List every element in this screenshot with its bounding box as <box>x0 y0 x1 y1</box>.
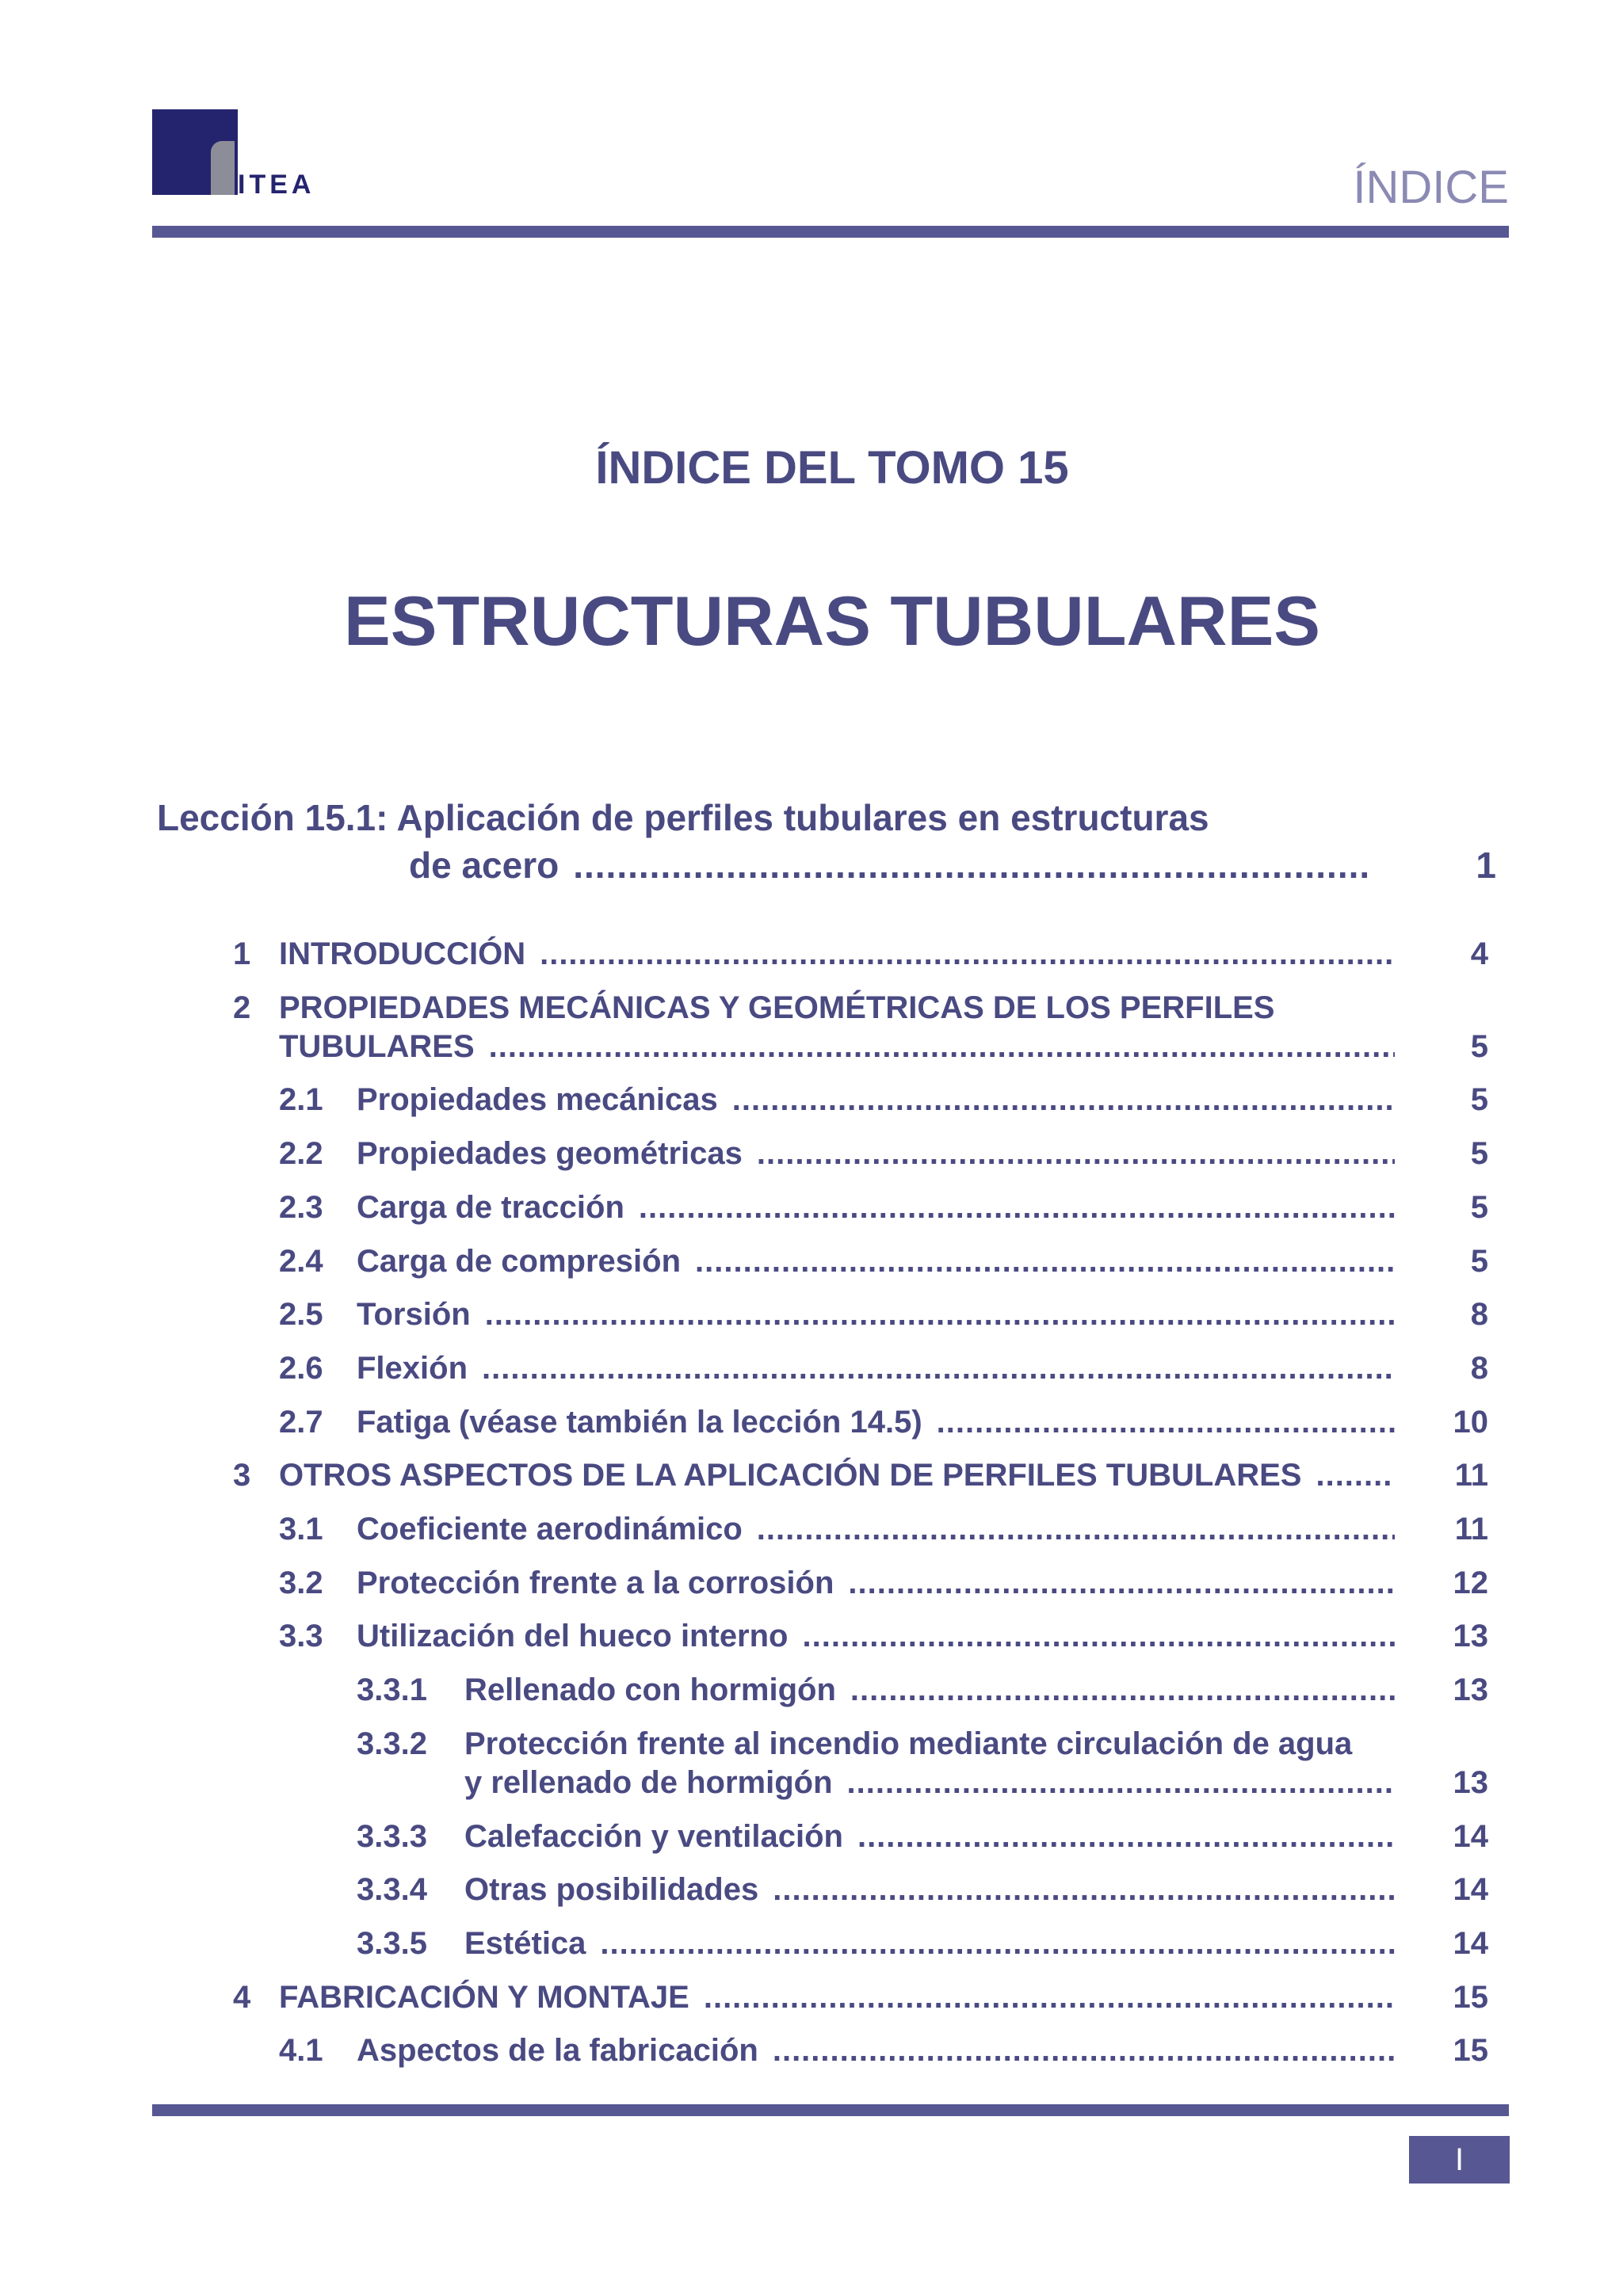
toc-entry <box>0 1188 1623 1227</box>
section-title: ÍNDICE <box>1353 162 1509 213</box>
page-number-box: I <box>1409 2136 1510 2183</box>
dot-leader <box>695 1242 1395 1281</box>
toc-entry <box>0 1617 1623 1656</box>
dot-leader <box>482 1349 1395 1388</box>
toc-entry <box>0 1871 1623 1909</box>
toc-entry-page: 5 <box>1470 1028 1488 1064</box>
toc-entry-title: Rellenado con hormigón <box>464 1672 836 1708</box>
dot-leader <box>732 1081 1395 1119</box>
toc-entry <box>0 1671 1623 1710</box>
toc-entry-title: Utilización del hueco interno <box>357 1619 789 1654</box>
toc-entry-number: 2.3 <box>279 1189 323 1225</box>
dot-leader <box>803 1617 1396 1656</box>
toc-entry-page: 8 <box>1470 1297 1488 1333</box>
toc-entry-page: 5 <box>1470 1243 1488 1279</box>
toc-entry-title: Fatiga (véase también la lección 14.5) <box>357 1404 922 1440</box>
toc-entry-page: 11 <box>1454 1458 1488 1493</box>
dot-leader <box>704 1978 1395 2017</box>
toc-entry-page: 15 <box>1453 1979 1488 2015</box>
toc-entry <box>0 1242 1623 1281</box>
toc-entry-page: 4 <box>1470 936 1488 971</box>
toc-entry-title: FABRICACIÓN Y MONTAJE <box>279 1979 689 2015</box>
toc-entry-page: 14 <box>1453 1818 1488 1854</box>
toc-entry-page: 10 <box>1453 1404 1488 1440</box>
toc-entry-title: y rellenado de hormigón <box>464 1764 833 1800</box>
toc-entry-number: 3.3.2 <box>357 1726 427 1761</box>
toc-entry-page: 13 <box>1453 1764 1488 1800</box>
toc-entry-title: Torsión <box>357 1297 471 1333</box>
toc-entry <box>0 1081 1623 1119</box>
toc-entry-page: 11 <box>1454 1512 1488 1547</box>
dot-leader <box>600 1924 1395 1963</box>
page-header <box>152 109 1509 228</box>
volume-title: ÍNDICE DEL TOMO 15 <box>595 442 1069 494</box>
toc-entry <box>0 1924 1623 1963</box>
toc-entry-title: Calefacción y ventilación <box>464 1818 843 1854</box>
dot-leader <box>757 1135 1395 1173</box>
lesson-label: Lección 15.1: <box>157 797 388 838</box>
toc-entry-title: Flexión <box>357 1350 468 1386</box>
toc-entry-page: 13 <box>1453 1619 1488 1654</box>
dot-leader <box>485 1295 1395 1334</box>
toc-entry <box>0 1978 1623 2017</box>
toc-entry <box>0 989 1623 1081</box>
toc-entry-page: 15 <box>1453 2033 1488 2069</box>
toc-entry-page: 14 <box>1453 1872 1488 1908</box>
toc-entry <box>0 1349 1623 1388</box>
toc-entry-number: 3.3.4 <box>357 1872 427 1908</box>
toc-entry-title-line1: PROPIEDADES MECÁNICAS Y GEOMÉTRICAS DE LOS PERFILES <box>279 990 1275 1025</box>
toc-entry-page: 14 <box>1453 1925 1488 1961</box>
toc-entry-number: 2.7 <box>279 1404 323 1440</box>
toc-entry-title: Propiedades mecánicas <box>357 1082 718 1118</box>
toc-entry-number: 2.2 <box>279 1136 323 1172</box>
toc-entry-number: 3.3.1 <box>357 1672 427 1708</box>
dot-leader <box>573 841 1369 889</box>
toc-entry-number: 3.3.5 <box>357 1925 427 1961</box>
toc-entry-number: 3 <box>233 1458 251 1493</box>
dot-leader <box>773 2031 1395 2070</box>
toc-entry <box>0 935 1623 974</box>
toc-entry-number: 4 <box>233 1979 251 2015</box>
dot-leader <box>937 1403 1395 1442</box>
dot-leader <box>757 1510 1395 1549</box>
toc-entry <box>0 1510 1623 1549</box>
toc-entry-number: 2.5 <box>279 1297 323 1333</box>
toc-entry-title: Otras posibilidades <box>464 1872 759 1908</box>
itea-logo <box>152 109 342 201</box>
toc-entry-title-line1: Protección frente al incendio mediante circulación de agua <box>464 1726 1353 1761</box>
toc-entry-number: 1 <box>233 936 251 971</box>
toc-entry-page: 12 <box>1453 1565 1488 1600</box>
toc-entry <box>0 1135 1623 1173</box>
dot-leader <box>489 1028 1395 1066</box>
toc-entry-title: Protección frente a la corrosión <box>357 1565 834 1600</box>
toc-entry-number: 2.4 <box>279 1243 323 1279</box>
dot-leader <box>1316 1456 1395 1495</box>
toc-entry-title: Propiedades geométricas <box>357 1136 743 1172</box>
lesson-title-line2: de acero <box>409 845 559 886</box>
footer-rule <box>152 2104 1509 2116</box>
dot-leader <box>850 1671 1395 1710</box>
toc-entry-page: 5 <box>1470 1189 1488 1225</box>
dot-leader <box>848 1564 1395 1603</box>
toc-entry <box>0 1564 1623 1603</box>
dot-leader <box>540 935 1395 974</box>
toc-entry-title: Aspectos de la fabricación <box>357 2033 758 2069</box>
toc-entry-number: 2.1 <box>279 1082 323 1118</box>
toc-entry-page: 5 <box>1470 1136 1488 1172</box>
toc-entry <box>0 2031 1623 2070</box>
logo-text: ITEA <box>238 170 315 200</box>
dot-leader <box>847 1764 1395 1802</box>
toc-entry <box>0 1725 1623 1817</box>
toc-entry-number: 3.2 <box>279 1565 323 1600</box>
lesson-page: 1 <box>1476 845 1496 886</box>
toc-entry-number: 4.1 <box>279 2033 323 2069</box>
toc-entry-title: Carga de compresión <box>357 1243 682 1279</box>
toc-entry-page: 8 <box>1470 1350 1488 1386</box>
toc-entry-number: 3.3 <box>279 1619 323 1654</box>
toc-entry-title: Estética <box>464 1925 586 1961</box>
page-title: ESTRUCTURAS TUBULARES <box>344 582 1320 660</box>
lesson-title-line1: Aplicación de perfiles tubulares en estructuras <box>396 797 1209 838</box>
toc-entry-number: 2.6 <box>279 1350 323 1386</box>
dot-leader <box>773 1871 1395 1909</box>
dot-leader <box>857 1817 1395 1856</box>
toc-entry <box>0 1403 1623 1442</box>
toc-entry-page: 13 <box>1453 1672 1488 1708</box>
toc-entry <box>0 1456 1623 1495</box>
toc-entry <box>0 1295 1623 1334</box>
dot-leader <box>639 1188 1395 1227</box>
toc-entry-title: Carga de tracción <box>357 1189 624 1225</box>
toc-entry-title: OTROS ASPECTOS DE LA APLICACIÓN DE PERFILES TUBULARES <box>279 1458 1302 1493</box>
toc-entry-page: 5 <box>1470 1082 1488 1118</box>
toc-entry-title: TUBULARES <box>279 1028 475 1064</box>
header-rule <box>152 226 1509 238</box>
toc-entry-title: Coeficiente aerodinámico <box>357 1512 743 1547</box>
toc-entry <box>0 1817 1623 1856</box>
toc-entry-number: 2 <box>233 990 251 1025</box>
toc-entry-number: 3.1 <box>279 1512 323 1547</box>
toc-entry-number: 3.3.3 <box>357 1818 427 1854</box>
lesson-entry <box>157 794 1496 889</box>
toc-entry-title: INTRODUCCIÓN <box>279 936 526 971</box>
